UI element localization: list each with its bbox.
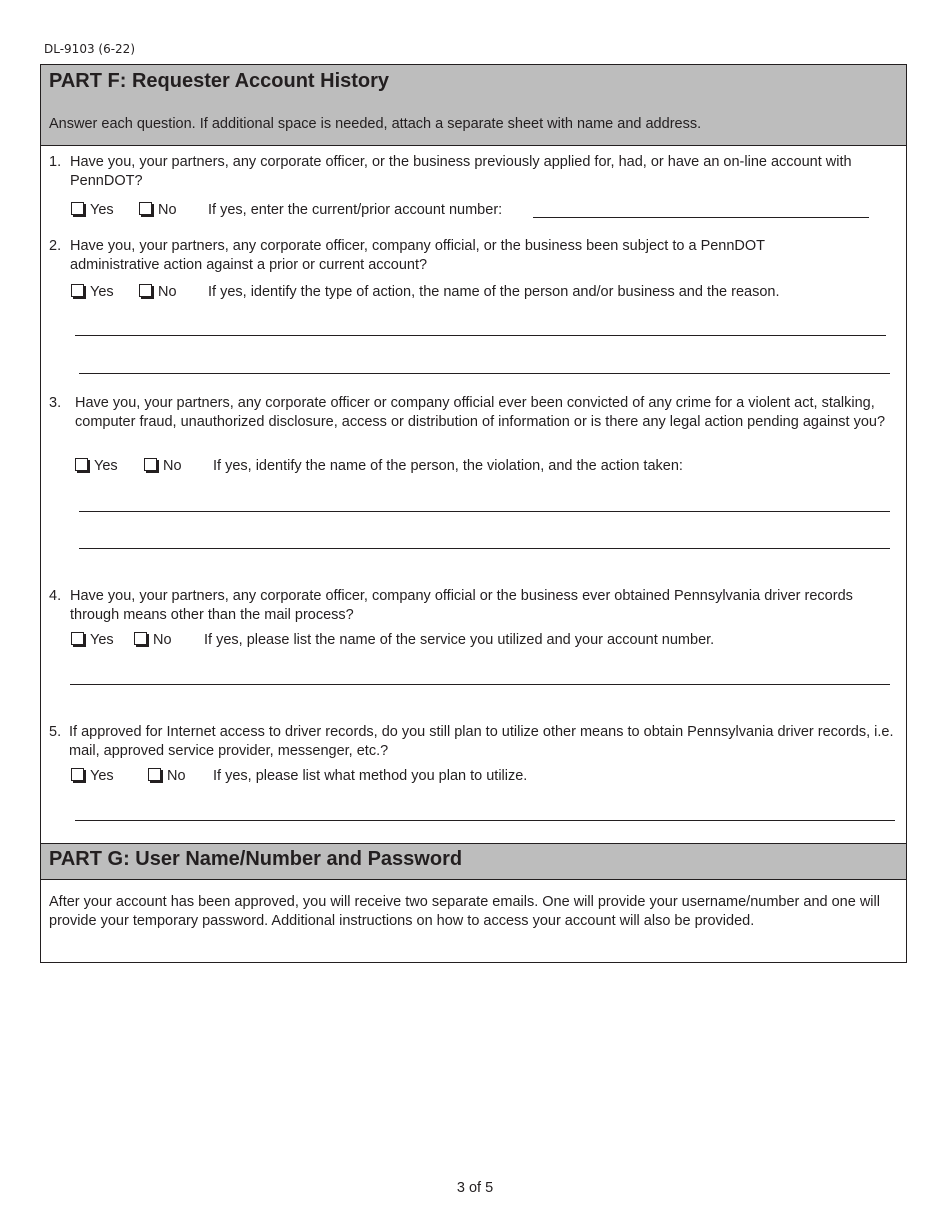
part-g-title: PART G: User Name/Number and Password bbox=[49, 848, 463, 870]
answer-line[interactable] bbox=[79, 373, 890, 374]
yes-option[interactable] bbox=[71, 283, 114, 302]
no-checkbox[interactable] bbox=[139, 202, 152, 215]
yes-label: Yes bbox=[90, 202, 114, 218]
question-number: 1. bbox=[49, 154, 62, 170]
yes-label: Yes bbox=[94, 458, 118, 474]
part-f-instruction: Answer each question. If additional space is needed, attach a separate sheet with name and address. bbox=[49, 116, 702, 132]
yes-checkbox[interactable] bbox=[71, 202, 84, 215]
no-checkbox[interactable] bbox=[139, 284, 152, 297]
question-number: 3. bbox=[49, 395, 62, 411]
question-text: Have you, your partners, any corporate officer, company official, or the business been subject to a PennDOT administrative action against a prior or current account? bbox=[70, 238, 765, 273]
form-code: DL-9103 (6-22) bbox=[44, 42, 135, 56]
answer-line[interactable] bbox=[79, 511, 890, 512]
no-checkbox[interactable] bbox=[144, 458, 157, 471]
answer-line[interactable] bbox=[75, 335, 886, 336]
yes-option[interactable] bbox=[75, 457, 118, 476]
no-label: No bbox=[163, 458, 182, 474]
question-text: Have you, your partners, any corporate officer, company official or the business ever obtained Pennsylvania driver records through means other than the mail process? bbox=[70, 588, 853, 623]
yes-option[interactable] bbox=[71, 631, 114, 650]
no-option[interactable] bbox=[144, 457, 182, 476]
yes-checkbox[interactable] bbox=[75, 458, 88, 471]
question-followup: If yes, please list what method you plan to utilize. bbox=[213, 768, 528, 784]
no-label: No bbox=[167, 768, 186, 784]
no-checkbox[interactable] bbox=[148, 768, 161, 781]
question-text: Have you, your partners, any corporate officer, or the business previously applied for, had, or have an on-line account with PennDOT? bbox=[70, 154, 852, 189]
answer-line[interactable] bbox=[79, 548, 890, 549]
part-f-header bbox=[41, 65, 906, 146]
no-option[interactable] bbox=[139, 201, 177, 220]
yes-label: Yes bbox=[90, 632, 114, 648]
answer-line[interactable] bbox=[70, 684, 890, 685]
part-f-title: PART F: Requester Account History bbox=[49, 70, 390, 92]
no-label: No bbox=[158, 284, 177, 300]
form-box bbox=[40, 64, 907, 963]
part-g-header bbox=[41, 843, 906, 880]
question-text: Have you, your partners, any corporate officer or company official ever been convicted of any crime for a violent act, stalking, computer fraud, unauthorized disclosure, access or distribution of information or is there any legal action pending against you? bbox=[75, 395, 886, 430]
question-followup: If yes, identify the name of the person, the violation, and the action taken: bbox=[213, 458, 683, 474]
page-number: 3 of 5 bbox=[456, 1180, 494, 1196]
question-followup: If yes, please list the name of the service you utilized and your account number. bbox=[204, 632, 715, 648]
yes-checkbox[interactable] bbox=[71, 768, 84, 781]
no-option[interactable] bbox=[148, 767, 186, 786]
question-number: 5. bbox=[49, 724, 62, 740]
question-number: 2. bbox=[49, 238, 62, 254]
no-option[interactable] bbox=[139, 283, 177, 302]
question-followup: If yes, enter the current/prior account number: bbox=[208, 202, 503, 218]
no-label: No bbox=[153, 632, 172, 648]
question-followup: If yes, identify the type of action, the name of the person and/or business and the reason. bbox=[208, 284, 780, 300]
question-text: If approved for Internet access to driver records, do you still plan to utilize other means to obtain Pennsylvania driver records, i.e. mail, approved service provider, messenger, etc.? bbox=[69, 724, 894, 759]
yes-label: Yes bbox=[90, 768, 114, 784]
question-number: 4. bbox=[49, 588, 62, 604]
yes-option[interactable] bbox=[71, 201, 114, 220]
no-label: No bbox=[158, 202, 177, 218]
account-number-line[interactable] bbox=[533, 217, 869, 218]
no-checkbox[interactable] bbox=[134, 632, 147, 645]
yes-option[interactable] bbox=[71, 767, 114, 786]
answer-line[interactable] bbox=[75, 820, 895, 821]
no-option[interactable] bbox=[134, 631, 172, 650]
yes-label: Yes bbox=[90, 284, 114, 300]
yes-checkbox[interactable] bbox=[71, 632, 84, 645]
part-g-text: After your account has been approved, you will receive two separate emails. One will provide your username/number and one will provide your temporary password. Additional instructions on how to access your account will also be provided. bbox=[49, 894, 880, 929]
yes-checkbox[interactable] bbox=[71, 284, 84, 297]
